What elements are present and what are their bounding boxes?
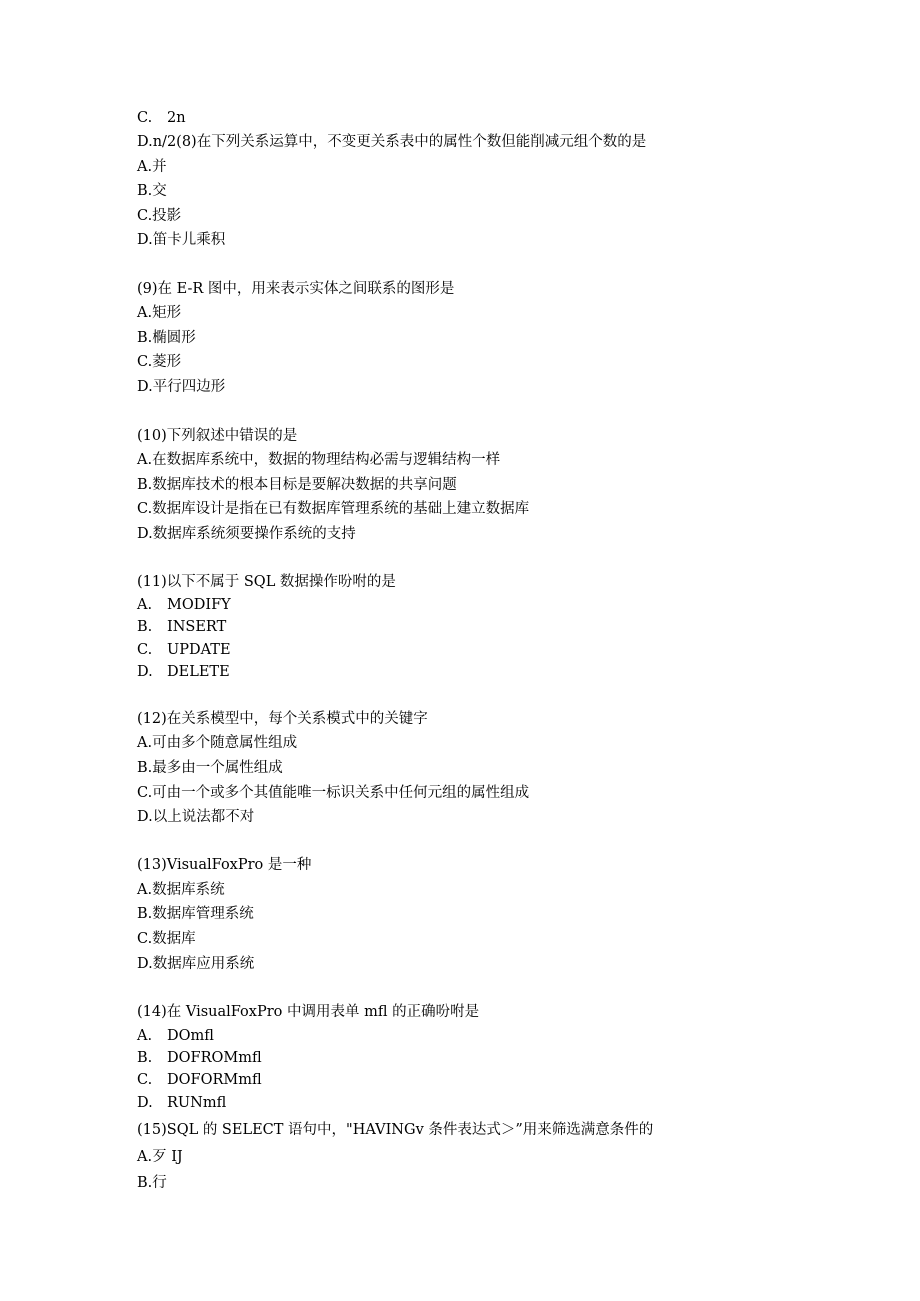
option-letter: C. [137, 110, 153, 126]
option-line: C.可由一个或多个其值能唯一标识关系中任何元组的属性组成 [137, 785, 530, 801]
option-line: D.数据库系统须要操作系统的支持 [137, 526, 356, 542]
question-text: (10)下列叙述中错误的是 [137, 428, 298, 444]
question-text: (14)在 VisualFoxPro 中调用表单 mfl 的正确吩咐是 [137, 1004, 480, 1020]
option-line: D.n/2(8)在下列关系运算中，不变更关系表中的属性个数但能削减元组个数的是 [137, 134, 647, 150]
option-line [137, 663, 230, 681]
option-text: 2n [167, 110, 186, 126]
option-line [137, 1027, 214, 1045]
option-line: B.行 [137, 1175, 167, 1191]
option-line: B.交 [137, 183, 167, 199]
option-text: RUNmfl [167, 1095, 227, 1111]
option-line: D.笛卡儿乘积 [137, 232, 226, 248]
option-text: DOFORMmfl [167, 1072, 262, 1088]
option-line: B.椭圆形 [137, 330, 196, 346]
option-line [137, 618, 226, 636]
option-letter: B. [137, 1050, 153, 1066]
option-line [137, 1071, 262, 1089]
option-line: A.并 [137, 159, 167, 175]
option-line [137, 1049, 262, 1067]
option-line: A.歹 IJ [137, 1149, 183, 1165]
option-letter: D. [137, 664, 153, 680]
option-text: DOFROMmfl [167, 1050, 262, 1066]
option-line: A.矩形 [137, 305, 182, 321]
option-line [137, 641, 231, 659]
option-line: A.可由多个随意属性组成 [137, 735, 298, 751]
option-line: B.最多由一个属性组成 [137, 760, 283, 776]
option-text: MODIFY [167, 597, 231, 613]
option-line: C.投影 [137, 208, 182, 224]
option-letter: B. [137, 619, 153, 635]
question-text: (12)在关系模型中，每个关系模式中的关键字 [137, 711, 428, 727]
option-line: C.数据库设计是指在已有数据库管理系统的基础上建立数据库 [137, 501, 530, 517]
option-line: B.数据库技术的根本目标是要解决数据的共享问题 [137, 477, 457, 493]
question-text: (9)在 E-R 图中，用来表示实体之间联系的图形是 [137, 281, 455, 297]
question-text: (15)SQL 的 SELECT 语句中，"HAVINGv 条件表达式＞”用来筛选满意条件的 [137, 1122, 654, 1138]
option-line: A.数据库系统 [137, 882, 225, 898]
option-text: INSERT [167, 619, 227, 635]
option-line [137, 109, 186, 127]
option-line: D.数据库应用系统 [137, 956, 255, 972]
option-text: DELETE [167, 664, 230, 680]
option-line: C.数据库 [137, 931, 196, 947]
option-line [137, 1094, 226, 1112]
option-line: D.以上说法都不对 [137, 809, 255, 825]
option-letter: C. [137, 1072, 153, 1088]
option-text: UPDATE [167, 642, 231, 658]
option-text: DOmfl [167, 1028, 214, 1044]
option-line: B.数据库管理系统 [137, 906, 254, 922]
question-text: (11)以下不属于 SQL 数据操作吩咐的是 [137, 574, 396, 590]
option-line: C.菱形 [137, 354, 182, 370]
option-letter: A. [137, 1028, 153, 1044]
question-text: (13)VisualFoxPro 是一种 [137, 857, 312, 873]
option-line: A.在数据库系统中，数据的物理结构必需与逻辑结构一样 [137, 452, 501, 468]
option-line: D.平行四边形 [137, 379, 226, 395]
option-letter: D. [137, 1095, 153, 1111]
option-letter: A. [137, 597, 153, 613]
option-letter: C. [137, 642, 153, 658]
option-line [137, 596, 231, 614]
